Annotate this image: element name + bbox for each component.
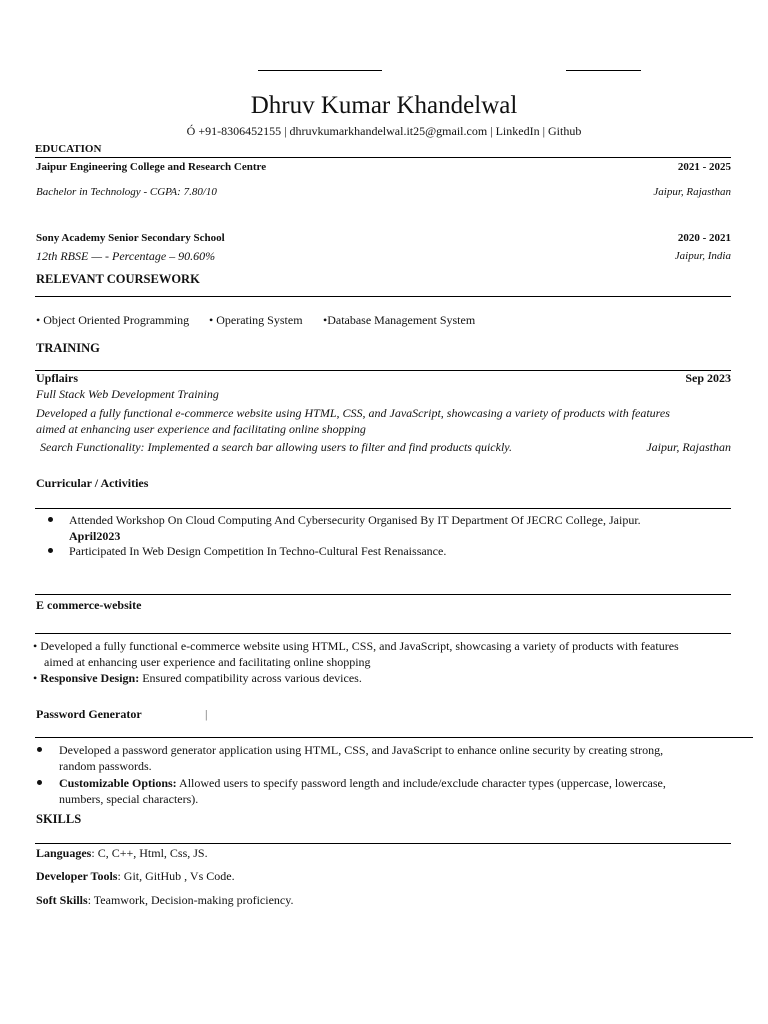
training-search-label: Search Functionality: [40, 440, 145, 454]
password-item-cont: random passwords. [59, 759, 152, 773]
training-title: Full Stack Web Development Training [36, 387, 219, 401]
skills-soft-value: : Teamwork, Decision-making proficiency. [87, 893, 294, 907]
bullet-icon: • [33, 639, 38, 653]
course-item: • Operating System [209, 313, 303, 327]
training-description: Developed a fully functional e-commerce website using HTML, CSS, and JavaScript, showcasing a variety of products with features [36, 406, 670, 420]
ecommerce-heading: E commerce-website [36, 598, 142, 612]
ecommerce-top-rule [35, 594, 731, 595]
contact-separator: | [542, 124, 545, 138]
skills-languages-label: Languages [36, 846, 92, 860]
password-item-text: Allowed users to specify password length and include/exclude character types (uppercase, lowercase, [179, 776, 666, 790]
ecommerce-rule [35, 633, 731, 634]
bullet-icon: • [33, 671, 38, 685]
bullet-icon [37, 747, 42, 752]
password-item [59, 776, 666, 791]
activity-item: Participated In Web Design Competition In Techno-Cultural Fest Renaissance. [69, 544, 447, 558]
education-location: Jaipur, India [674, 250, 731, 262]
ecommerce-item-text: Developed a fully functional e-commerce website using HTML, CSS, and JavaScript, showcasing a variety of products with features [40, 639, 679, 653]
training-heading: TRAINING [36, 341, 100, 355]
contact-line [0, 124, 768, 139]
training-rule [35, 370, 731, 371]
activities-heading: Curricular / Activities [36, 476, 149, 490]
password-item-label: Customizable Options: [59, 776, 177, 790]
ecommerce-item-label: Responsive Design: [40, 671, 140, 685]
training-description: aimed at enhancing user experience and facilitating online shopping [36, 422, 366, 436]
training-date: Sep 2023 [685, 371, 731, 385]
contact-separator: | [490, 124, 493, 138]
password-pipe: | [205, 707, 208, 721]
ecommerce-item [33, 639, 679, 654]
coursework-heading: RELEVANT COURSEWORK [36, 272, 200, 286]
skills-soft-label: Soft Skills [36, 893, 88, 907]
bullet-icon [48, 517, 53, 522]
phone-icon: Ó [186, 124, 196, 138]
activity-date: April2023 [69, 529, 121, 543]
top-rule-right [566, 70, 641, 71]
password-item: Developed a password generator application using HTML, CSS, and JavaScript to enhance online security by creating strong, [59, 743, 664, 757]
education-institution: Jaipur Engineering College and Research Centre [36, 161, 267, 173]
skills-languages [36, 846, 208, 861]
skills-languages-value: : C, C++, Html, Css, JS. [91, 846, 208, 860]
course-item: •Database Management System [323, 313, 476, 327]
github-link[interactable]: Github [547, 124, 582, 138]
education-dates: 2021 - 2025 [677, 161, 731, 173]
candidate-name: Dhruv Kumar Khandelwal [250, 92, 518, 119]
activity-item: Attended Workshop On Cloud Computing And Cybersecurity Organised By IT Department Of JECRC College, Jaipur. [69, 513, 641, 527]
education-degree: Bachelor in Technology - CGPA: 7.80/10 [36, 186, 217, 198]
skills-tools [36, 869, 235, 884]
education-dates: 2020 - 2021 [677, 232, 731, 244]
education-rule [35, 157, 731, 158]
training-org: Upflairs [36, 371, 78, 385]
skills-rule [35, 843, 731, 844]
education-institution: Sony Academy Senior Secondary School [36, 232, 225, 244]
education-heading: EDUCATION [35, 143, 102, 155]
skills-tools-label: Developer Tools [36, 869, 118, 883]
linkedin-link[interactable]: LinkedIn [495, 124, 540, 138]
education-location: Jaipur, Rajasthan [653, 186, 731, 198]
training-location: Jaipur, Rajasthan [646, 440, 731, 454]
bullet-icon [37, 780, 42, 785]
education-degree: 12th RBSE — - Percentage – 90.60% [36, 249, 216, 263]
training-search-text: Implemented a search bar allowing users to filter and find products quickly. [147, 440, 512, 454]
ecommerce-item-text: Ensured compatibility across various devices. [142, 671, 362, 685]
contact-phone: +91-8306452155 | [198, 124, 287, 138]
skills-tools-value: : Git, GitHub , Vs Code. [117, 869, 235, 883]
bullet-icon [48, 548, 53, 553]
skills-heading: SKILLS [36, 812, 82, 826]
coursework-rule [35, 296, 731, 297]
top-rule-left [258, 70, 382, 71]
course-item: • Object Oriented Programming [36, 313, 190, 327]
activities-rule [35, 508, 731, 509]
password-rule [35, 737, 753, 738]
contact-email[interactable]: dhruvkumarkhandelwal.it25@gmail.com [289, 124, 488, 138]
password-heading: Password Generator [36, 707, 142, 721]
password-item-cont: numbers, special characters). [59, 792, 199, 806]
training-search [40, 440, 512, 455]
ecommerce-item-cont: aimed at enhancing user experience and facilitating online shopping [44, 655, 371, 669]
ecommerce-item [33, 671, 362, 686]
skills-soft [36, 893, 293, 908]
